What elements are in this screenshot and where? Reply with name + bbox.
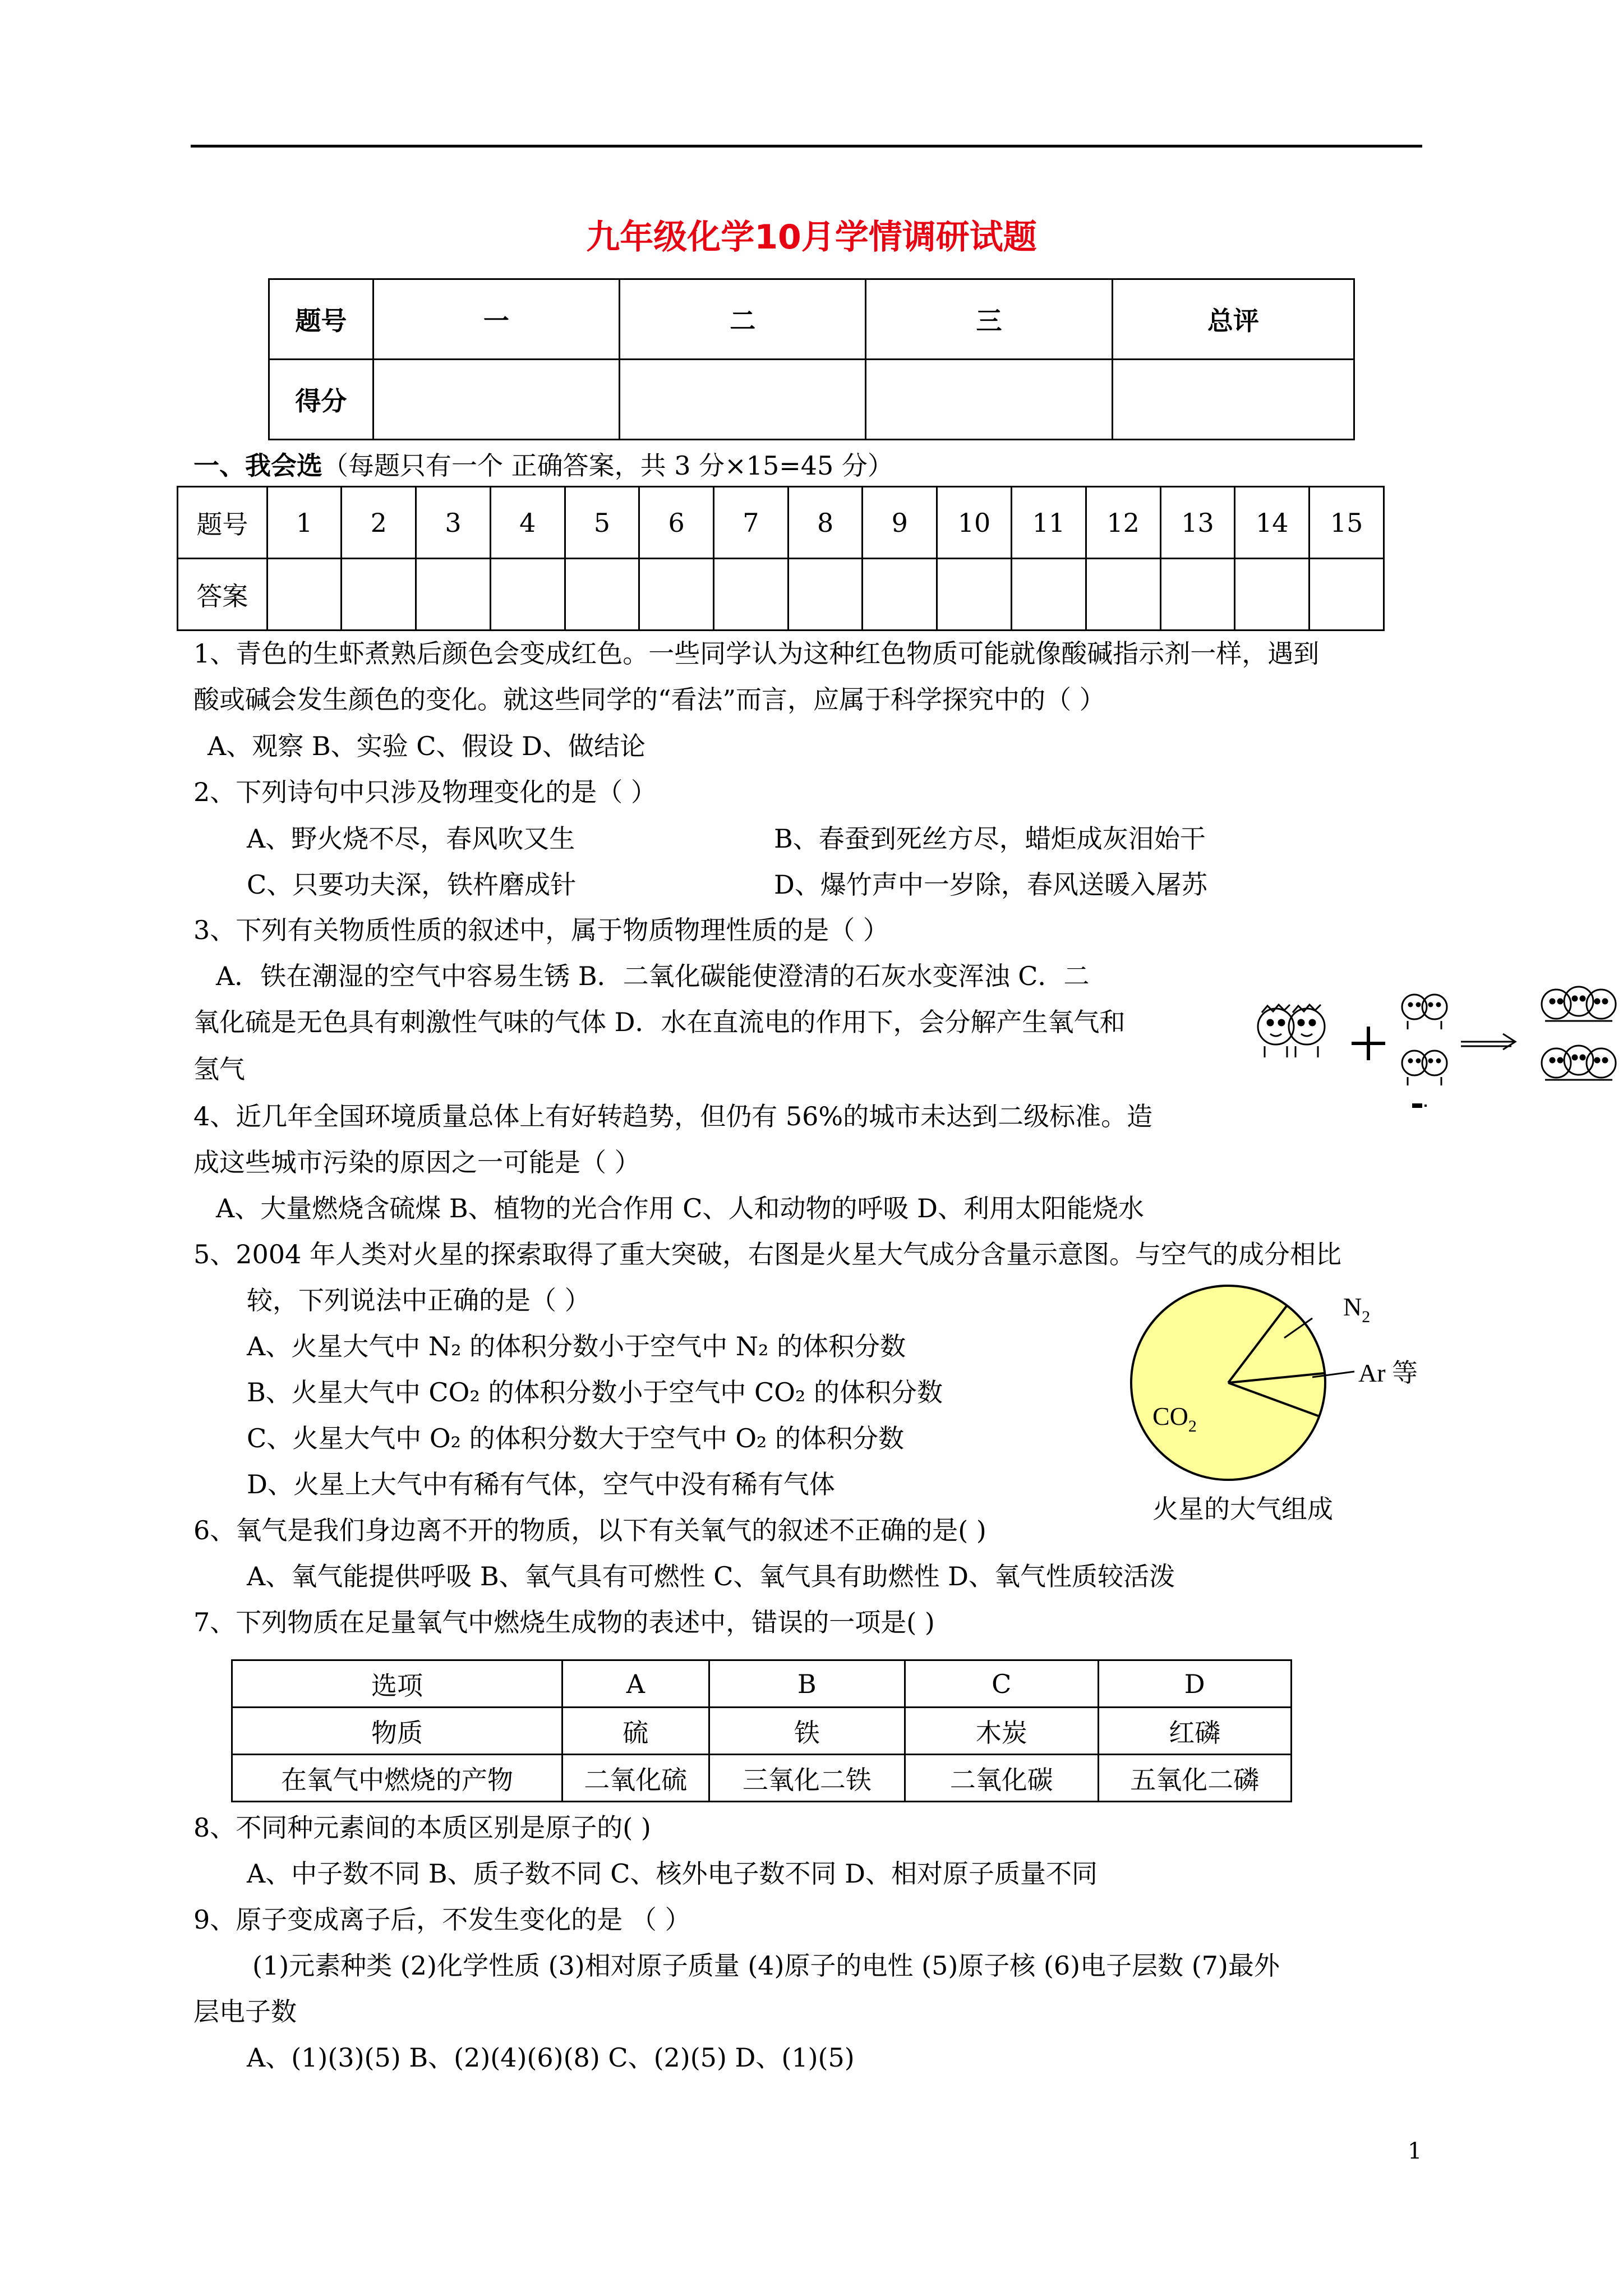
question-number: 8 <box>788 487 863 559</box>
score-header-cell: 三 <box>866 279 1112 360</box>
section-title: 一、我会选 <box>193 450 322 481</box>
answer-cell[interactable] <box>1235 559 1310 631</box>
score-cell[interactable] <box>373 360 619 440</box>
page-number: 1 <box>1408 2138 1422 2164</box>
molecule-product-figure <box>1537 979 1621 1108</box>
q9-line: 层电子数 <box>193 1996 297 2027</box>
score-cell[interactable] <box>866 360 1112 440</box>
answer-cell[interactable] <box>490 559 565 631</box>
question-number: 9 <box>863 487 937 559</box>
score-header-cell: 一 <box>373 279 619 360</box>
question-number: 4 <box>490 487 565 559</box>
question-number: 14 <box>1235 487 1310 559</box>
q9-stem: 9、原子变成离子后，不发生变化的是 （ ） <box>193 1904 691 1935</box>
q3-line: 氢气 <box>193 1054 245 1084</box>
pie-caption: 火星的大气组成 <box>1152 1494 1333 1524</box>
question-number: 5 <box>565 487 639 559</box>
mars-atmosphere-pie <box>1127 1282 1441 1484</box>
q3-line: A．铁在潮湿的空气中容易生锈 B．二氧化碳能使澄清的石灰水变浑浊 C．二 <box>216 961 1090 991</box>
question-number: 10 <box>937 487 1012 559</box>
answer-row-label: 答案 <box>178 559 268 631</box>
score-row-label: 得分 <box>269 360 374 440</box>
q4-line: 4、近几年全国环境质量总体上有好转趋势，但仍有 56%的城市未达到二级标准。造 <box>193 1101 1153 1131</box>
question-number: 12 <box>1086 487 1160 559</box>
score-table <box>268 278 1355 440</box>
answer-cell[interactable] <box>937 559 1012 631</box>
answer-cell[interactable] <box>342 559 416 631</box>
score-header-cell: 二 <box>620 279 866 360</box>
pie-label-n2: $N_2$ <box>1343 1292 1371 1326</box>
answer-cell[interactable] <box>565 559 639 631</box>
option-table-cell: 硫 <box>562 1708 709 1755</box>
answer-cell[interactable] <box>416 559 491 631</box>
option-table-cell: 物质 <box>232 1708 562 1755</box>
q2-option-d: D、爆竹声中一岁除，春风送暖入屠苏 <box>774 869 1207 900</box>
q8-options: A、中子数不同 B、质子数不同 C、核外电子数不同 D、相对原子质量不同 <box>247 1858 1098 1889</box>
option-table-cell: 选项 <box>232 1660 562 1708</box>
answer-row-label: 题号 <box>178 487 268 559</box>
question-number: 2 <box>342 487 416 559</box>
q6-stem: 6、氧气是我们身边离不开的物质，以下有关氧气的叙述不正确的是( ) <box>193 1515 986 1545</box>
answer-cell[interactable] <box>788 559 863 631</box>
question-number: 1 <box>267 487 342 559</box>
option-table-cell: 在氧气中燃烧的产物 <box>232 1755 562 1802</box>
answer-cell[interactable] <box>1160 559 1235 631</box>
q3-line: 氧化硫是无色具有刺激性气味的气体 D．水在直流电的作用下，会分解产生氧气和 <box>193 1007 1126 1037</box>
q1-options: A、观察 B、实验 C、假设 D、做结论 <box>208 731 645 761</box>
option-table-cell: A <box>562 1660 709 1708</box>
option-table-cell: D <box>1098 1660 1292 1708</box>
q5-option-a: A、火星大气中 N₂ 的体积分数小于空气中 N₂ 的体积分数 <box>247 1331 906 1361</box>
answer-cell[interactable] <box>863 559 937 631</box>
question-number: 13 <box>1160 487 1235 559</box>
q7-stem: 7、下列物质在足量氧气中燃烧生成物的表述中，错误的一项是( ) <box>193 1607 935 1637</box>
q9-line: (1)元素种类 (2)化学性质 (3)相对原子质量 (4)原子的电性 (5)原子核 (6)电子层数 (7)最外 <box>252 1950 1280 1981</box>
pie-label-ar: Ar 等 <box>1358 1359 1418 1387</box>
header-rule <box>191 145 1422 148</box>
option-table-cell: 二氧化硫 <box>562 1755 709 1802</box>
answer-table <box>177 486 1385 631</box>
q7-option-table <box>231 1659 1292 1802</box>
q6-options: A、氧气能提供呼吸 B、氧气具有可燃性 C、氧气具有助燃性 D、氧气性质较活泼 <box>247 1561 1175 1591</box>
pie-label-co2: $CO_2$ <box>1152 1402 1197 1435</box>
answer-cell[interactable] <box>267 559 342 631</box>
q1-line: 酸或碱会发生颜色的变化。就这些同学的“看法”而言，应属于科学探究中的（ ） <box>193 684 1105 715</box>
option-table-cell: 木炭 <box>905 1708 1098 1755</box>
q5-line: 较，下列说法中正确的是（ ） <box>247 1285 591 1315</box>
q2-option-b: B、春蚕到死丝方尽，蜡炬成灰泪始干 <box>774 823 1206 854</box>
q2-stem: 2、下列诗句中只涉及物理变化的是（ ） <box>193 777 657 807</box>
q5-option-c: C、火星大气中 O₂ 的体积分数大于空气中 O₂ 的体积分数 <box>247 1423 904 1453</box>
molecule-reaction-figure <box>1251 979 1520 1119</box>
question-number: 6 <box>639 487 714 559</box>
score-cell[interactable] <box>620 360 866 440</box>
section-heading <box>193 449 893 482</box>
q3-stem: 3、下列有关物质性质的叙述中，属于物质物理性质的是（ ） <box>193 915 889 945</box>
option-table-cell: 二氧化碳 <box>905 1755 1098 1802</box>
question-number: 7 <box>714 487 789 559</box>
q2-option-c: C、只要功夫深，铁杵磨成针 <box>247 869 577 900</box>
score-header-cell: 总评 <box>1112 279 1354 360</box>
page-title: 九年级化学10月学情调研试题 <box>586 218 1037 257</box>
question-number: 11 <box>1011 487 1086 559</box>
q5-option-d: D、火星上大气中有稀有气体，空气中没有稀有气体 <box>247 1469 835 1499</box>
score-header-cell: 题号 <box>269 279 374 360</box>
q5-line: 5、2004 年人类对火星的探索取得了重大突破，右图是火星大气成分含量示意图。与空气的成分相比 <box>193 1239 1341 1269</box>
option-table-cell: 五氧化二磷 <box>1098 1755 1292 1802</box>
q1-line: 1、青色的生虾煮熟后颜色会变成红色。一些同学认为这种红色物质可能就像酸碱指示剂一样，遇到 <box>193 638 1320 669</box>
option-table-cell: B <box>709 1660 905 1708</box>
q8-stem: 8、不同种元素间的本质区别是原子的( ) <box>193 1812 651 1843</box>
option-table-cell: 红磷 <box>1098 1708 1292 1755</box>
question-number: 15 <box>1310 487 1384 559</box>
option-table-cell: C <box>905 1660 1098 1708</box>
answer-cell[interactable] <box>1011 559 1086 631</box>
question-number: 3 <box>416 487 491 559</box>
q4-line: 成这些城市污染的原因之一可能是（ ） <box>193 1147 640 1177</box>
q2-option-a: A、野火烧不尽，春风吹又生 <box>247 823 575 854</box>
q4-options: A、大量燃烧含硫煤 B、植物的光合作用 C、人和动物的呼吸 D、利用太阳能烧水 <box>216 1193 1144 1223</box>
section-note: （每题只有一个 正确答案，共 3 分×15=45 分） <box>322 450 893 481</box>
answer-cell[interactable] <box>714 559 789 631</box>
score-cell[interactable] <box>1112 360 1354 440</box>
q5-option-b: B、火星大气中 CO₂ 的体积分数小于空气中 CO₂ 的体积分数 <box>247 1377 943 1407</box>
answer-cell[interactable] <box>1086 559 1160 631</box>
q9-options: A、(1)(3)(5) B、(2)(4)(6)(8) C、(2)(5) D、(1)(5) <box>247 2042 855 2073</box>
option-table-cell: 三氧化二铁 <box>709 1755 905 1802</box>
option-table-cell: 铁 <box>709 1708 905 1755</box>
answer-cell[interactable] <box>639 559 714 631</box>
answer-cell[interactable] <box>1310 559 1384 631</box>
